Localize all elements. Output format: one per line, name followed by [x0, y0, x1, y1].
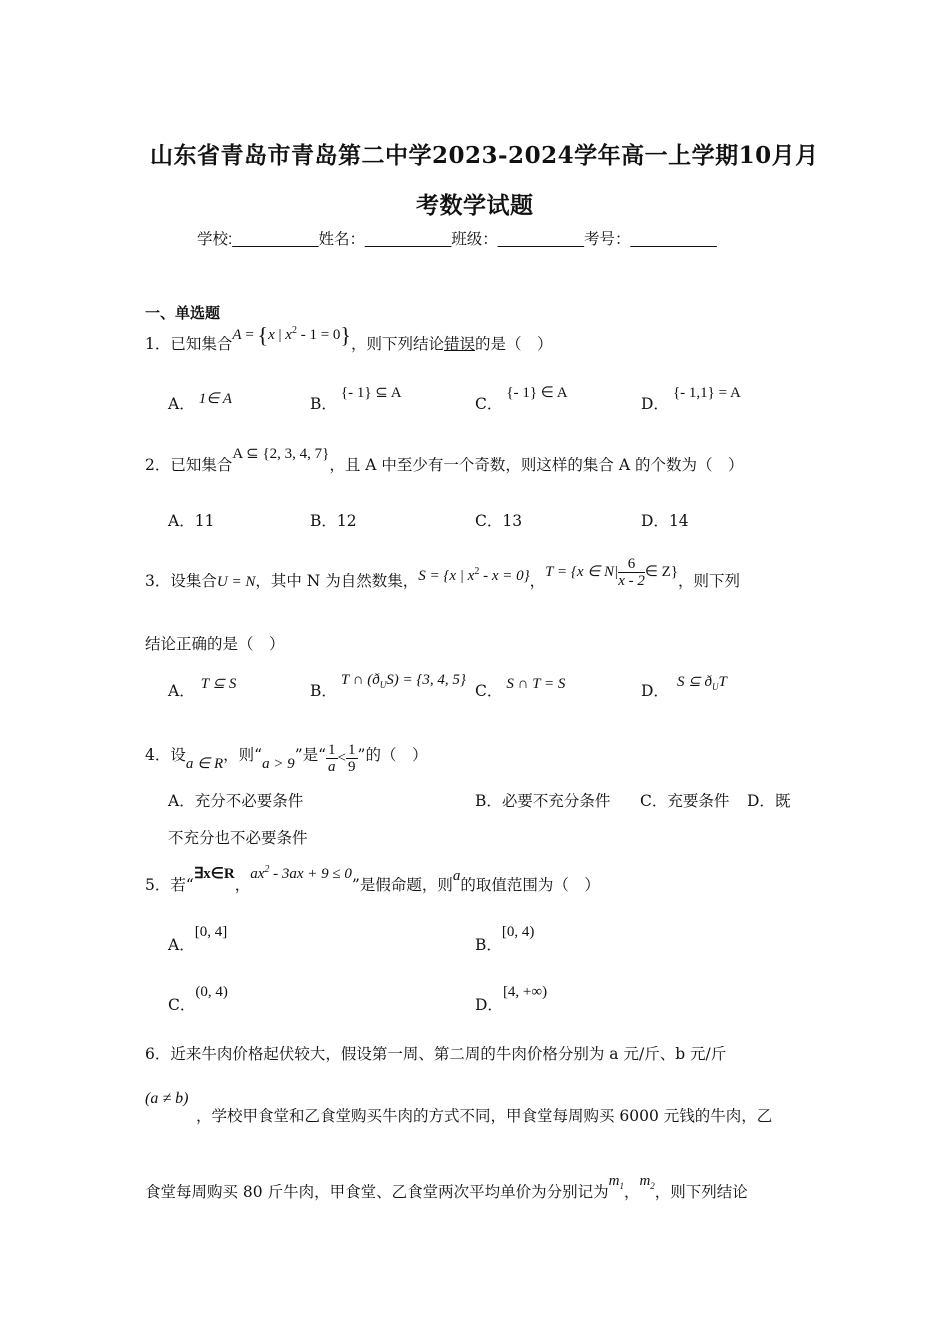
set-definition: A ⊆ {2, 3, 4, 7} [232, 446, 330, 462]
school-label: 学校: [197, 231, 233, 248]
question-number: 1． [145, 335, 171, 353]
question-2: 2．已知集合A ⊆ {2, 3, 4, 7}，且 A 中至少有一个奇数，则这样的集合 A 的个数为（ ） [145, 446, 744, 474]
name-blank[interactable]: __________ [365, 231, 452, 248]
set-definition [232, 322, 351, 348]
q2-option-c[interactable]: C．13 [475, 512, 523, 530]
question-text: 的是（ ） [475, 335, 553, 353]
set-t: T = {x ∈ N| $\frac{6}{x - 2}$ ∈ Z} [545, 556, 679, 589]
class-label: 班级： [451, 231, 498, 248]
q3-option-c[interactable]: C． S ∩ T = S [475, 676, 566, 700]
q6-condition: (a ≠ b) [145, 1090, 189, 1107]
question-6-line3: 食堂每周购买 80 斤牛肉，甲食堂、乙食堂两次平均单价为分别记为$m_1$，$m_2$，则下列结论 [145, 1173, 748, 1201]
question-text: ，则下列结论 [350, 335, 444, 353]
number-label: 考号： [584, 231, 631, 248]
q3-option-b[interactable]: B．T ∩ $(ð_US) = \{3$, 4, 5} [310, 672, 466, 700]
section-heading: 一、单选题 [145, 305, 221, 322]
q5-option-c[interactable]: C．(0, 4) [168, 984, 228, 1014]
math-brace: { [257, 322, 269, 348]
math-expr: - 1 = 0 [296, 327, 341, 343]
math-op: = [245, 327, 254, 343]
doc-title-line2: 考数学试题 [416, 192, 534, 219]
q1-option-b[interactable]: B．{- 1} ⊆ A [310, 385, 402, 413]
q1-option-c[interactable]: C．{- 1} ∈ A [475, 385, 568, 413]
doc-title-line1: 山东省青岛市青岛第二中学2023-2024学年高一上学期10月月 [150, 142, 819, 169]
q5-option-a[interactable]: A．[0, 4] [168, 924, 228, 954]
question-text: 已知集合 [170, 335, 233, 353]
number-blank[interactable]: __________ [630, 231, 717, 248]
q4-option-c[interactable]: C．充要条件 [640, 792, 730, 810]
math-op: | [274, 327, 286, 343]
q4-option-d-continued: 不充分也不必要条件 [168, 829, 308, 847]
class-blank[interactable]: __________ [497, 231, 584, 248]
math-var: A [232, 327, 242, 343]
question-6-line2: ，学校甲食堂和乙食堂购买牛肉的方式不同，甲食堂每周购买 6000 元钱的牛肉，乙 [196, 1107, 773, 1125]
emphasis-underline: 错误 [444, 335, 476, 353]
q4-option-b[interactable]: B．必要不充分条件 [475, 792, 611, 810]
q2-option-a[interactable]: A．11 [168, 512, 215, 530]
q1-option-a[interactable]: A． 1∈ A [168, 391, 232, 413]
q5-option-b[interactable]: B．[0, 4) [475, 924, 535, 954]
school-blank[interactable]: __________ [232, 231, 319, 248]
question-5: 5．若“∃x∈R，$ax^2 - 3ax + 9 \le 0$”是假命题，则a的取值范围为（ ） [145, 864, 600, 894]
q4-option-d[interactable]: D．既 [747, 792, 791, 810]
math-var: x [285, 327, 292, 343]
q3-option-a[interactable]: A． T ⊆ S [168, 676, 237, 700]
name-label: 姓名： [318, 231, 366, 248]
q1-option-d[interactable]: D．{- 1,1} = A [641, 385, 741, 413]
set-s: S = {x | $x^2 - x = 0$} [418, 565, 530, 584]
q2-option-b[interactable]: B．12 [310, 512, 357, 530]
student-info-line [197, 227, 717, 249]
question-3-line2: 结论正确的是（ ） [145, 635, 285, 653]
math-brace: } [340, 322, 351, 348]
q3-option-d[interactable]: D． S ⊆ $ð_UT$ [641, 674, 727, 700]
math-var: x [268, 327, 275, 343]
math-exponent: 2 [291, 325, 297, 336]
question-6: 6．近来牛肉价格起伏较大，假设第一周、第二周的牛肉价格分别为 a 元/斤、b 元/斤 [145, 1045, 727, 1063]
q2-option-d[interactable]: D．14 [641, 512, 689, 530]
question-4: 4．设a ∈ R，则“a > 9”是“ $\frac{1}{a}$ < $\frac{1}{9}$ ”的（ ） [145, 742, 428, 775]
question-1 [145, 322, 553, 359]
question-3: 3．设集合U = N，其中 N 为自然数集，S = {x | $x^2 - x = 0$}，T = {x ∈ N| $\frac{6}{x - 2}$ ∈ Z}，则下列 [145, 556, 741, 590]
math-expr: U = N [216, 573, 256, 590]
math-expr: ∃x∈R [193, 866, 235, 882]
q5-option-d[interactable]: D．[4, +∞) [475, 984, 548, 1014]
q4-option-a[interactable]: A．充分不必要条件 [168, 792, 304, 810]
